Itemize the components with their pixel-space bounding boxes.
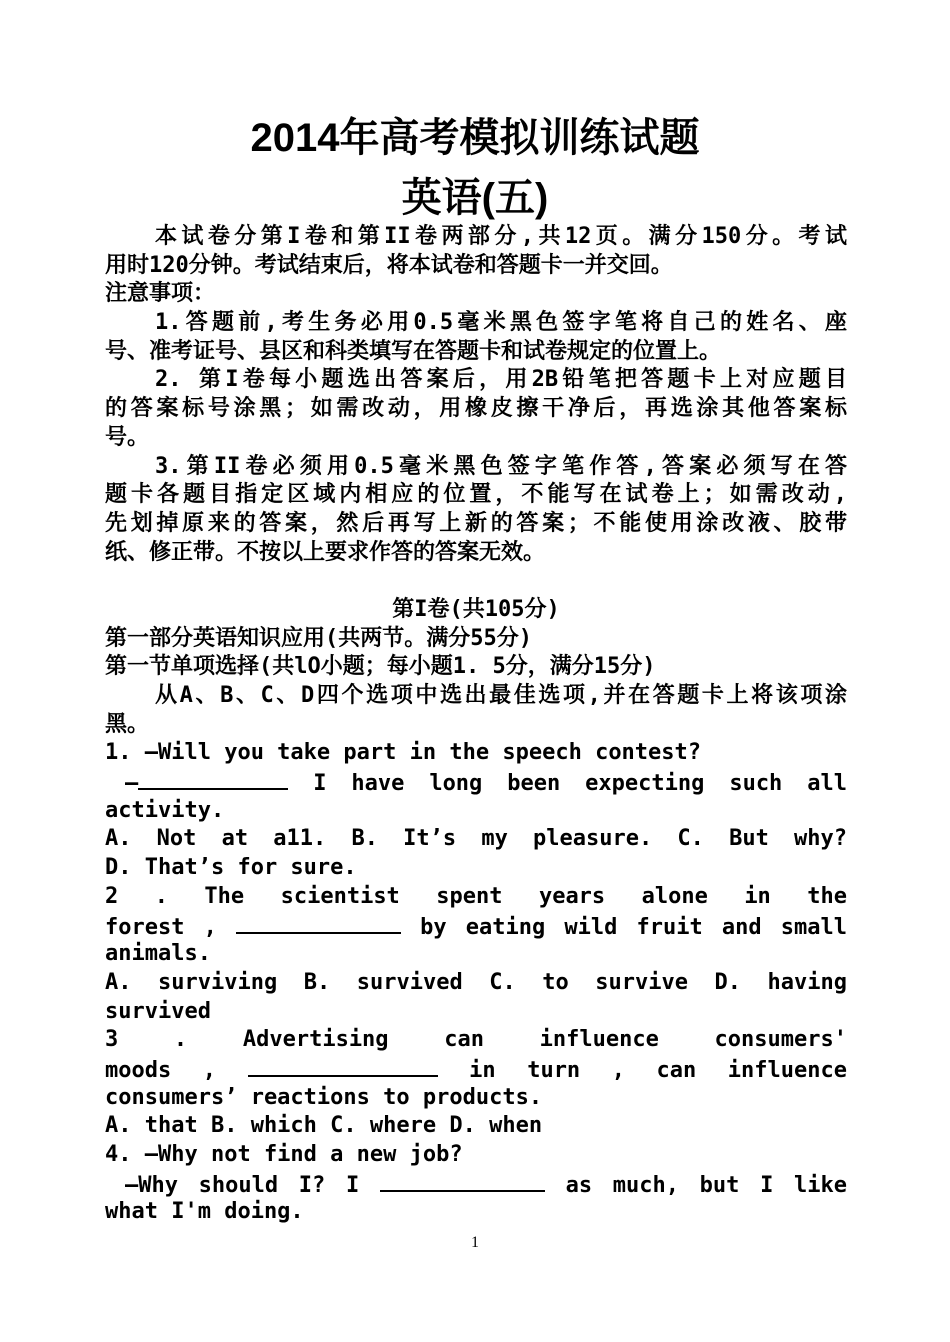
question-3-text: moods , — [105, 1057, 217, 1083]
question-4-text: —Why should I? I — [125, 1172, 360, 1198]
question-3-text: in turn , can influence — [469, 1057, 847, 1083]
page-number: 1 — [471, 1234, 479, 1251]
question-3-stem-cont: consumers’ reactions to products. — [105, 1084, 543, 1110]
notice-label: 注意事项： — [105, 281, 216, 307]
notice-item-2-cont: 号。 — [105, 424, 150, 450]
question-3-stem-cont — [105, 1055, 847, 1084]
question-1-reply-text: I have long been expecting such all — [313, 771, 847, 797]
notice-item-3-cont: 先划掉原来的答案，然后再写上新的答案；不能使用涂改液、胶带 — [105, 510, 847, 536]
answer-blank — [236, 912, 401, 934]
question-2-options-cont: survived — [105, 998, 211, 1024]
answer-blank — [248, 1055, 438, 1077]
question-1-reply — [105, 768, 847, 797]
exam-title: 2014年高考模拟训练试题 — [250, 116, 700, 160]
question-4-stem-cont: what I'm doing. — [105, 1199, 304, 1225]
intro-paragraph-line: 本试卷分第I卷和第II卷两部分,共12页。满分150分。考试 — [155, 224, 847, 249]
notice-item-3: 3.第II卷必须用0.5毫米黑色签字笔作答,答案必须写在答 — [155, 453, 847, 479]
question-3-stem: 3 . Advertising can influence consumers' — [105, 1027, 847, 1053]
section-heading: 第一节单项选择(共lO小题；每小题1. 5分，满分15分) — [105, 654, 656, 680]
question-1-stem: 1. —Will you take part in the speech contest? — [105, 740, 702, 766]
question-2-stem-cont: animals. — [105, 941, 211, 967]
notice-item-3-cont: 纸、修正带。不按以上要求作答的答案无效。 — [105, 539, 546, 565]
notice-item-1: 1.答题前,考生务必用0.5毫米黑色签字笔将自己的姓名、座 — [155, 310, 847, 336]
notice-item-2: 2. 第I卷每小题选出答案后，用2B铅笔把答题卡上对应题目 — [155, 367, 847, 393]
volume-heading: 第I卷(共105分) — [392, 596, 560, 622]
question-3-options: A. that B. which C. where D. when — [105, 1113, 543, 1139]
question-4-reply — [105, 1170, 847, 1199]
notice-item-1-cont: 号、准考证号、县区和科类填写在答题卡和试卷规定的位置上。 — [105, 338, 722, 364]
question-1-options: A. Not at a11. B. It’s my pleasure. C. But why? — [105, 826, 847, 852]
question-4-stem: 4. —Why not find a new job? — [105, 1142, 463, 1167]
section-instructions-cont: 黑。 — [105, 711, 150, 737]
answer-blank — [138, 768, 288, 790]
question-2-stem: 2 . The scientist spent years alone in the — [105, 883, 847, 909]
part-heading: 第一部分英语知识应用(共两节。满分55分) — [105, 625, 532, 651]
question-1-option-d: D. That’s for sure. — [105, 855, 357, 881]
intro-paragraph-line: 用时120分钟。考试结束后，将本试卷和答题卡一并交回。 — [105, 252, 673, 278]
exam-subtitle: 英语(五) — [401, 176, 549, 220]
spacer — [105, 567, 847, 596]
dash: — — [125, 771, 139, 797]
question-2-stem-cont — [105, 912, 847, 941]
section-instructions: 从A、B、C、D四个选项中选出最佳选项,并在答题卡上将该项涂 — [155, 683, 847, 708]
notice-item-3-cont: 题卡各题目指定区域内相应的位置，不能写在试卷上；如需改动, — [105, 482, 847, 508]
question-2-text: by eating wild fruit and small — [420, 914, 847, 940]
question-2-text: forest , — [105, 914, 217, 940]
question-1-stem-cont: activity. — [105, 797, 225, 823]
question-2-options: A. surviving B. survived C. to survive D. having — [105, 969, 847, 995]
question-4-text: as much, but I like — [565, 1172, 847, 1198]
exam-body — [105, 223, 847, 1227]
answer-blank — [380, 1170, 545, 1192]
notice-item-2-cont: 的答案标号涂黑；如需改动，用橡皮擦干净后，再选涂其他答案标 — [105, 396, 847, 422]
